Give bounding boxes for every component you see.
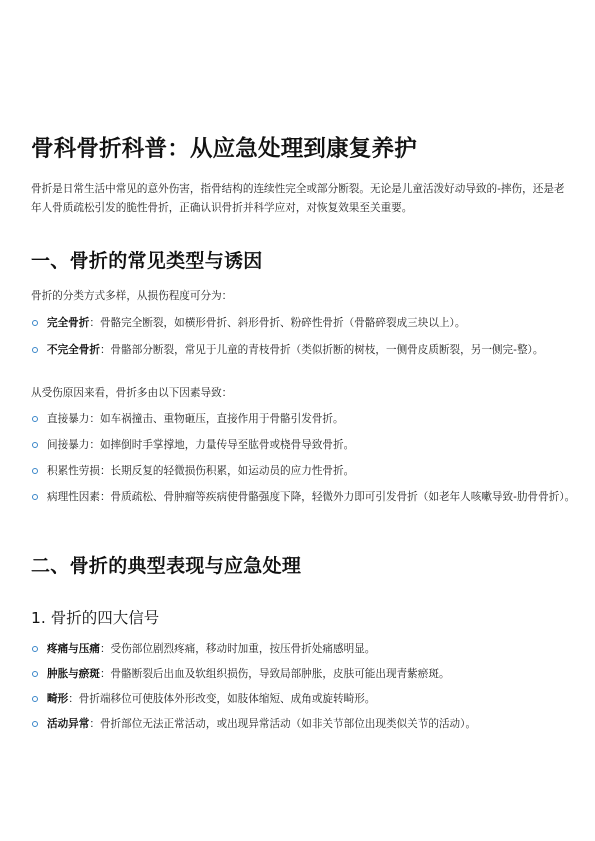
list-item-term: 完全骨折 xyxy=(47,317,90,329)
fracture-types-list xyxy=(31,314,576,359)
list-item-term: 肿胀与瘀斑 xyxy=(47,668,100,680)
list-item xyxy=(31,690,576,708)
list-item xyxy=(31,462,576,480)
list-item-term: 活动异常 xyxy=(47,718,90,730)
list-item-term: 不完全骨折 xyxy=(47,344,100,356)
bullet-icon xyxy=(32,721,38,727)
bullet-icon xyxy=(32,320,38,326)
list-item-text: ：骨折部位无法正常活动，或出现异常活动（如非关节部位出现类似关节的活动）。 xyxy=(89,718,477,730)
section-1-heading: 一、骨折的常见类型与诱因 xyxy=(31,250,263,272)
list-item xyxy=(31,341,576,359)
fracture-signs-list xyxy=(31,640,576,733)
bullet-icon xyxy=(32,671,38,677)
page-title: 骨科骨折科普：从应急处理到康复养护 xyxy=(31,136,417,162)
list-item xyxy=(31,488,576,506)
list-item-text: ：骨骼完全断裂，如横形骨折、斜形骨折、粉碎性骨折（骨骼碎裂成三块以上）。 xyxy=(89,317,466,329)
section-1-para-2: 从受伤原因来看，骨折多由以下因素导致： xyxy=(31,387,233,399)
list-item-term: 疼痛与压痛 xyxy=(47,643,100,655)
list-item-text: 病理性因素：骨质疏松、骨肿瘤等疾病使骨骼强度下降，轻微外力即可引发骨折（如老年人咳嗽导致-肋骨骨折）。 xyxy=(47,491,576,503)
section-2-heading: 二、骨折的典型表现与应急处理 xyxy=(31,555,302,577)
list-item xyxy=(31,314,576,332)
section-1-para-1: 骨折的分类方式多样，从损伤程度可分为： xyxy=(31,290,233,302)
bullet-icon xyxy=(32,646,38,652)
list-item-text: ：受伤部位剧烈疼痛，移动时加重，按压骨折处痛感明显。 xyxy=(99,643,376,655)
list-item-text: 间接暴力：如摔倒时手掌撑地，力量传导至肱骨或桡骨导致骨折。 xyxy=(47,439,355,451)
bullet-icon xyxy=(32,494,38,500)
section-2-subheading: 1. 骨折的四大信号 xyxy=(31,609,160,627)
bullet-icon xyxy=(32,696,38,702)
fracture-causes-list xyxy=(31,410,576,506)
bullet-icon xyxy=(32,416,38,422)
list-item xyxy=(31,436,576,454)
list-item-text: ：骨骼断裂后出血及软组织损伤，导致局部肿胀，皮肤可能出现青紫瘀斑。 xyxy=(99,668,450,680)
list-item-term: 畸形 xyxy=(47,693,69,705)
list-item-text: ：骨骼部分断裂，常见于儿童的青枝骨折（类似折断的树枝，一侧骨皮质断裂，另一侧完-整）。 xyxy=(99,344,544,356)
bullet-icon xyxy=(32,442,38,448)
bullet-icon xyxy=(32,468,38,474)
list-item xyxy=(31,410,576,428)
list-item-text: ：骨折端移位可使肢体外形改变，如肢体缩短、成角或旋转畸形。 xyxy=(68,693,376,705)
list-item xyxy=(31,640,576,658)
list-item xyxy=(31,715,576,733)
list-item-text: 积累性劳损：长期反复的轻微损伤积累，如运动员的应力性骨折。 xyxy=(47,465,355,477)
intro-paragraph: 骨折是日常生活中常见的意外伤害，指骨结构的连续性完全或部分断裂。无论是儿童活泼好动导致的-摔伤，还是老年人骨质疏松引发的脆性骨折，正确认识骨折并科学应对，对恢复效果至关重要。 xyxy=(31,183,565,214)
list-item-text: 直接暴力：如车祸撞击、重物砸压，直接作用于骨骼引发骨折。 xyxy=(47,413,344,425)
list-item xyxy=(31,665,576,683)
bullet-icon xyxy=(32,347,38,353)
